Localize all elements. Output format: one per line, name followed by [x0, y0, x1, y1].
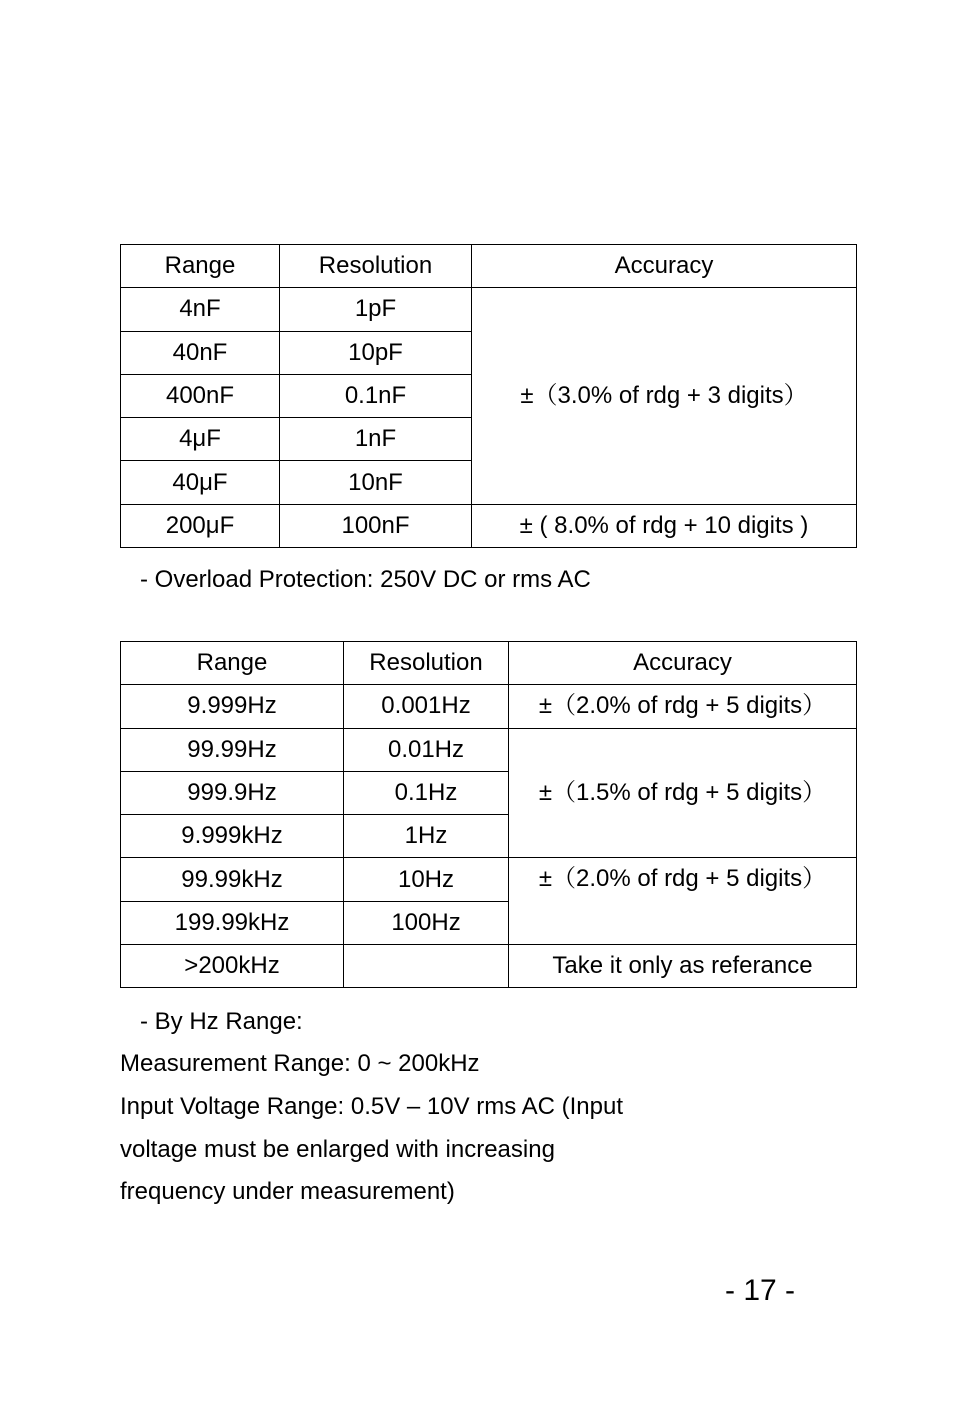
header-accuracy: Accuracy	[472, 245, 857, 288]
range-cell: 99.99kHz	[121, 858, 344, 901]
resolution-cell: 10pF	[280, 331, 472, 374]
range-cell: 40nF	[121, 331, 280, 374]
table-header-row	[121, 642, 857, 685]
table-header-row	[121, 245, 857, 288]
header-accuracy: Accuracy	[509, 642, 857, 685]
by-hz-range-note: - By Hz Range:	[140, 1008, 303, 1035]
frequency-spec-table	[120, 641, 857, 988]
range-cell: 9.999kHz	[121, 815, 344, 858]
header-resolution: Resolution	[280, 245, 472, 288]
range-cell: 4μF	[121, 418, 280, 461]
measurement-range-note: Measurement Range: 0 ~ 200kHz	[120, 1050, 480, 1077]
table-row	[121, 858, 857, 901]
range-cell: 4nF	[121, 288, 280, 331]
header-range: Range	[121, 642, 344, 685]
table-row	[121, 288, 857, 331]
accuracy-cell: ±（2.0% of rdg + 5 digits）	[509, 858, 857, 945]
accuracy-cell: Take it only as referance	[509, 945, 857, 988]
resolution-cell: 1Hz	[344, 815, 509, 858]
resolution-cell	[344, 945, 509, 988]
resolution-cell: 0.1Hz	[344, 771, 509, 814]
resolution-cell: 1nF	[280, 418, 472, 461]
range-cell: 99.99Hz	[121, 728, 344, 771]
table-row	[121, 685, 857, 728]
overload-protection-note: - Overload Protection: 250V DC or rms AC	[140, 566, 591, 593]
header-resolution: Resolution	[344, 642, 509, 685]
input-voltage-note-line1: Input Voltage Range: 0.5V – 10V rms AC (Input	[120, 1093, 623, 1120]
capacitance-spec-table	[120, 244, 857, 548]
range-cell: >200kHz	[121, 945, 344, 988]
table-row	[121, 945, 857, 988]
range-cell: 400nF	[121, 374, 280, 417]
range-cell: 999.9Hz	[121, 771, 344, 814]
resolution-cell: 0.01Hz	[344, 728, 509, 771]
accuracy-cell: ±（3.0% of rdg + 3 digits）	[472, 288, 857, 504]
range-cell: 200μF	[121, 504, 280, 547]
resolution-cell: 10nF	[280, 461, 472, 504]
input-voltage-note-line2: voltage must be enlarged with increasing	[120, 1136, 555, 1163]
header-range: Range	[121, 245, 280, 288]
resolution-cell: 100Hz	[344, 901, 509, 944]
table-row	[121, 504, 857, 547]
table-row	[121, 728, 857, 771]
resolution-cell: 0.1nF	[280, 374, 472, 417]
accuracy-cell: ±（2.0% of rdg + 5 digits）	[509, 685, 857, 728]
resolution-cell: 0.001Hz	[344, 685, 509, 728]
range-cell: 40μF	[121, 461, 280, 504]
input-voltage-note-line3: frequency under measurement)	[120, 1178, 455, 1205]
resolution-cell: 1pF	[280, 288, 472, 331]
range-cell: 199.99kHz	[121, 901, 344, 944]
accuracy-cell: ± ( 8.0% of rdg + 10 digits )	[472, 504, 857, 547]
accuracy-cell: ±（1.5% of rdg + 5 digits）	[509, 728, 857, 858]
range-cell: 9.999Hz	[121, 685, 344, 728]
resolution-cell: 100nF	[280, 504, 472, 547]
resolution-cell: 10Hz	[344, 858, 509, 901]
page-number: - 17 -	[725, 1274, 796, 1307]
